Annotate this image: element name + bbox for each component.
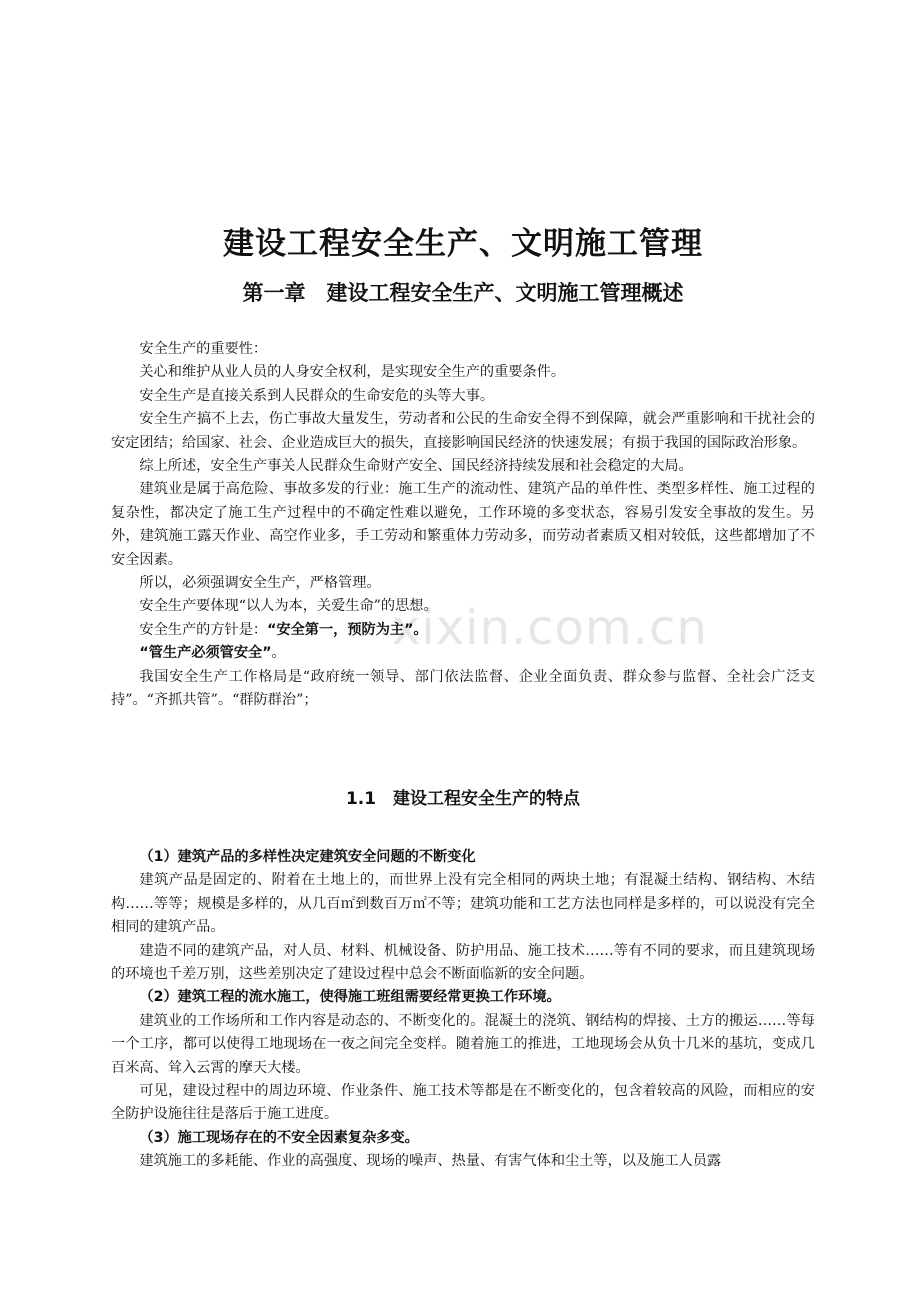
paragraph: 关心和维护从业人员的人身安全权利，是实现安全生产的重要条件。: [139, 364, 566, 381]
policy-suffix: 。: [271, 645, 286, 662]
paragraph: 建造不同的建筑产品，对人员、材料、机械设备、防护用品、施工技术……等有不同的要求，而且建筑现场的环境也千差万别，这些差别决定了建设过程中总会不断面临新的安全问题。: [111, 942, 815, 983]
section-body: [111, 846, 815, 1174]
paragraph: 综上所述，安全生产事关人民群众生命财产安全、国民经济持续发展和社会稳定的大局。: [139, 458, 693, 475]
subsection-heading-2: （2）建筑工程的流水施工，使得施工班组需要经常更换工作环境。: [139, 989, 561, 1006]
policy-paragraph-2: [111, 642, 815, 665]
policy-prefix: 安全生产的方针是：: [139, 621, 268, 638]
subsection-heading-1: （1）建筑产品的多样性决定建筑安全问题的不断变化: [139, 849, 476, 865]
paragraph: 安全生产的重要性：: [139, 341, 268, 357]
paragraph: 建筑产品是固定的、附着在土地上的，而世界上没有完全相同的两块土地；有混凝土结构、钢结构、木结构……等等；规模是多样的，从几百㎡到数百万㎡不等；建筑功能和工艺方法也同样是多样的，可以说没有完全相同的建筑产品。: [111, 872, 815, 936]
paragraph: 建筑业的工作场所和工作内容是动态的、不断变化的。混凝土的浇筑、钢结构的焊接、土方的搬运……等每一个工序，都可以使得工地现场在一夜之间完全变样。随着施工的推进，工地现场会从负十几米的基坑，变成几百米高、耸入云霄的摩天大楼。: [111, 1012, 815, 1076]
paragraph: 可见，建设过程中的周边环境、作业条件、施工技术等都是在不断变化的，包含着较高的风险，而相应的安全防护设施往往是落后于施工进度。: [111, 1083, 815, 1123]
paragraph: 安全生产是直接关系到人民群众的生命安危的头等大事。: [139, 387, 495, 404]
policy-emphasis-2: “管生产必须管安全”: [139, 645, 272, 662]
watermark-text: xixin.com.cn: [392, 600, 708, 656]
section-title: 1.1 建设工程安全生产的特点: [345, 789, 581, 809]
chapter-title: 第一章 建设工程安全生产、文明施工管理概述: [242, 281, 684, 305]
subsection-heading-3: （3）施工现场存在的不安全因素复杂多变。: [139, 1129, 419, 1146]
paragraph: 建筑业是属于高危险、事故多发的行业：施工生产的流动性、建筑产品的单件性、类型多样性、施工过程的复杂性，都决定了施工生产过程中的不确定性难以避免，工作环境的多变状态，容易引发安全事故的发生。另外，建筑施工露天作业、高空作业多，手工劳动和繁重体力劳动多，而劳动者素质又相对较低，这些都增加了不安全因素。: [111, 481, 815, 568]
intro-section: [111, 338, 815, 713]
paragraph: 我国安全生产工作格局是“政府统一领导、部门依法监督、企业全面负责、群众参与监督、全社会广泛支持”。“齐抓共管”。“群防群治”；: [111, 668, 815, 709]
document-title: 建设工程安全生产、文明施工管理: [223, 226, 703, 262]
policy-emphasis: “安全第一，预防为主”。: [267, 621, 428, 638]
policy-paragraph: [111, 619, 815, 642]
paragraph: 所以，必须强调安全生产，严格管理。: [139, 575, 381, 592]
paragraph: 安全生产搞不上去，伤亡事故大量发生，劳动者和公民的生命安全得不到保障，就会严重影响和干扰社会的安定团结；给国家、社会、企业造成巨大的损失，直接影响国民经济的快速发展；有损于我国的国际政治形象。: [111, 411, 815, 451]
paragraph: 建筑施工的多耗能、作业的高强度、现场的噪声、热量、有害气体和尘土等，以及施工人员露: [139, 1153, 722, 1170]
paragraph: 安全生产要体现“以人为本，关爱生命”的思想。: [139, 598, 438, 615]
